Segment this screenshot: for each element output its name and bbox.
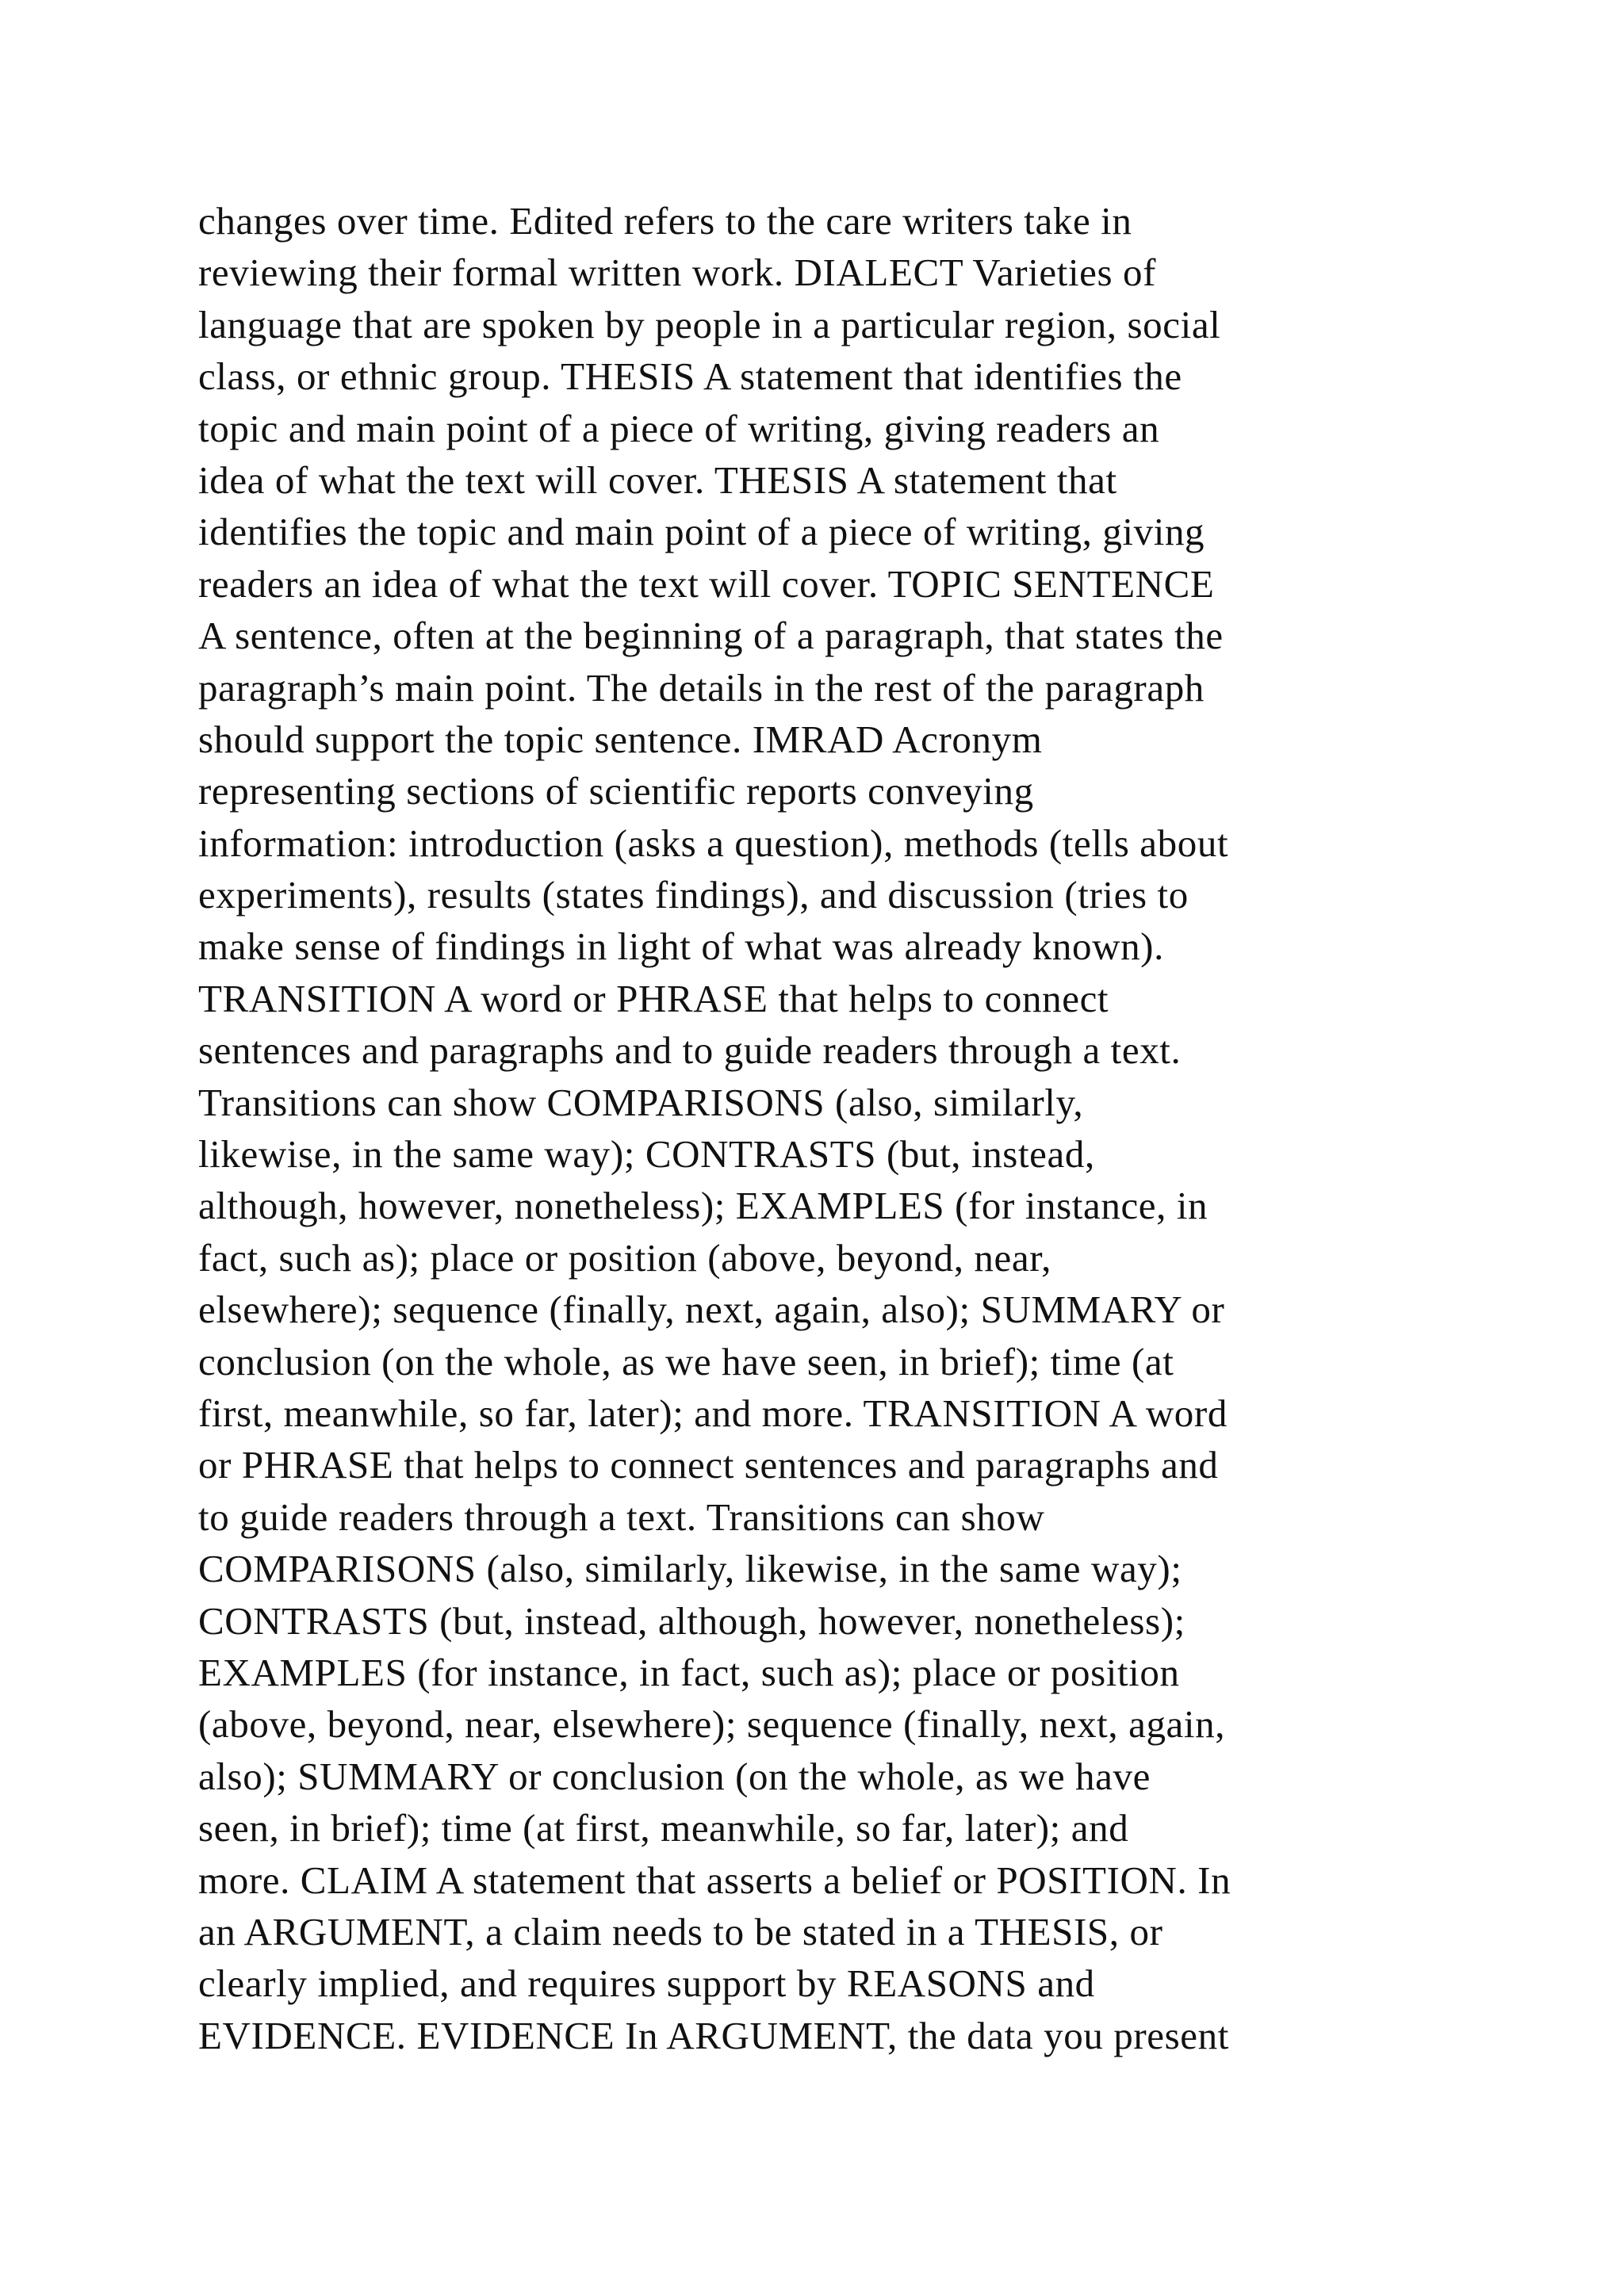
text-line: to guide readers through a text. Transitions can show <box>198 1494 1045 1539</box>
text-line: COMPARISONS (also, similarly, likewise, in the same way); <box>198 1547 1182 1591</box>
text-line: more. CLAIM A statement that asserts a belief or POSITION. In <box>198 1858 1231 1902</box>
text-line: topic and main point of a piece of writing, giving readers an <box>198 406 1160 450</box>
text-line: (above, beyond, near, elsewhere); sequence (finally, next, again, <box>198 1702 1226 1747</box>
text-line: first, meanwhile, so far, later); and more. TRANSITION A word <box>198 1391 1228 1435</box>
text-line: A sentence, often at the beginning of a paragraph, that states the <box>198 614 1224 658</box>
text-line: also); SUMMARY or conclusion (on the whole, as we have <box>198 1754 1151 1798</box>
text-line: reviewing their formal written work. DIALECT Varieties of <box>198 251 1157 295</box>
text-line: or PHRASE that helps to connect sentences and paragraphs and <box>198 1443 1219 1487</box>
text-line: sentences and paragraphs and to guide readers through a text. <box>198 1028 1182 1073</box>
text-line: identifies the topic and main point of a piece of writing, giving <box>198 510 1205 554</box>
text-line: paragraph’s main point. The details in the rest of the paragraph <box>198 665 1205 710</box>
text-line: seen, in brief); time (at first, meanwhile, so far, later); and <box>198 1806 1129 1850</box>
text-line: EVIDENCE. EVIDENCE In ARGUMENT, the data you present <box>198 2013 1229 2057</box>
text-line: information: introduction (asks a question), methods (tells about <box>198 821 1229 865</box>
text-line: Transitions can show COMPARISONS (also, similarly, <box>198 1080 1084 1124</box>
text-line: TRANSITION A word or PHRASE that helps to connect <box>198 976 1109 1020</box>
text-line: experiments), results (states findings), and discussion (tries to <box>198 873 1189 917</box>
text-line: language that are spoken by people in a particular region, social <box>198 302 1221 346</box>
text-line: CONTRASTS (but, instead, although, however, nonetheless); <box>198 1598 1185 1643</box>
text-line: class, or ethnic group. THESIS A statement that identifies the <box>198 354 1182 399</box>
body-text <box>198 195 1435 2061</box>
text-line: representing sections of scientific reports conveying <box>198 769 1034 813</box>
text-line: should support the topic sentence. IMRAD Acronym <box>198 717 1043 761</box>
text-line: elsewhere); sequence (finally, next, again, also); SUMMARY or <box>198 1288 1225 1332</box>
text-line: conclusion (on the whole, as we have seen, in brief); time (at <box>198 1339 1174 1383</box>
text-line: fact, such as); place or position (above, beyond, near, <box>198 1235 1051 1280</box>
text-line: likewise, in the same way); CONTRASTS (but, instead, <box>198 1132 1095 1177</box>
text-line: clearly implied, and requires support by REASONS and <box>198 1961 1095 2006</box>
text-line: make sense of findings in light of what was already known). <box>198 924 1164 969</box>
text-line: readers an idea of what the text will cover. TOPIC SENTENCE <box>198 561 1215 606</box>
text-line: idea of what the text will cover. THESIS A statement that <box>198 457 1117 502</box>
text-line: an ARGUMENT, a claim needs to be stated in a THESIS, or <box>198 1909 1163 1954</box>
text-line: although, however, nonetheless); EXAMPLES (for instance, in <box>198 1184 1208 1228</box>
text-line: changes over time. Edited refers to the care writers take in <box>198 199 1132 243</box>
text-line: EXAMPLES (for instance, in fact, such as); place or position <box>198 1650 1180 1694</box>
